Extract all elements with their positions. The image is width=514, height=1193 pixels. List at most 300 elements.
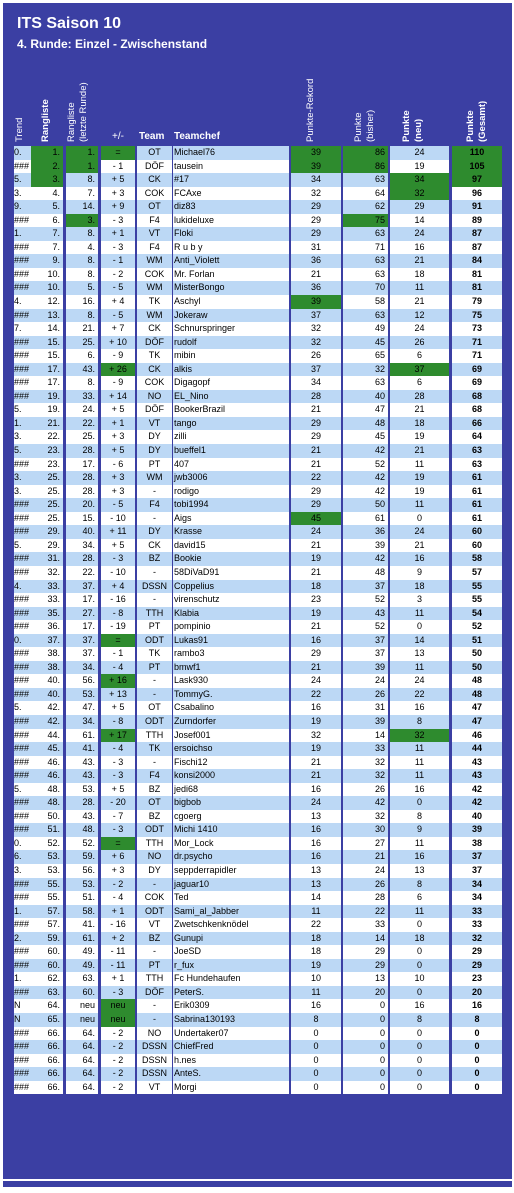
cell-bish: 24 xyxy=(343,864,388,878)
table-row xyxy=(0,1027,514,1041)
cell-bish: 31 xyxy=(343,701,388,715)
cell-neu: 19 xyxy=(390,160,449,174)
cell-team: BZ xyxy=(137,810,172,824)
cell-rank: 40. xyxy=(31,674,63,688)
cell-ges: 89 xyxy=(452,214,502,228)
cell-prev: 8. xyxy=(66,309,98,323)
cell-rank: 38. xyxy=(31,661,63,675)
cell-neu: 10 xyxy=(390,972,449,986)
cell-prev: 17. xyxy=(66,593,98,607)
table-row xyxy=(0,160,514,174)
cell-chef: Fc Hundehaufen xyxy=(173,972,289,986)
cell-diff: - 6 xyxy=(101,458,135,472)
cell-ges: 87 xyxy=(452,227,502,241)
cell-rek: 36 xyxy=(291,254,341,268)
table-row xyxy=(0,336,514,350)
cell-team: - xyxy=(137,999,172,1013)
table-row xyxy=(0,850,514,864)
cell-team: TTH xyxy=(137,837,172,851)
cell-bish: 42 xyxy=(343,444,388,458)
cell-neu: 0 xyxy=(390,796,449,810)
cell-team: - xyxy=(137,566,172,580)
cell-trend: 5. xyxy=(14,444,31,458)
cell-diff: - 11 xyxy=(101,959,135,973)
cell-diff: + 1 xyxy=(101,972,135,986)
cell-neu: 16 xyxy=(390,552,449,566)
cell-neu: 24 xyxy=(390,674,449,688)
cell-neu: 14 xyxy=(390,634,449,648)
cell-prev: 28. xyxy=(66,552,98,566)
cell-neu: 24 xyxy=(390,525,449,539)
cell-chef: bueffel1 xyxy=(173,444,289,458)
cell-neu: 11 xyxy=(390,905,449,919)
cell-prev: 21. xyxy=(66,322,98,336)
cell-rank: 31. xyxy=(31,552,63,566)
cell-trend: ### xyxy=(14,1054,31,1068)
cell-rank: 25. xyxy=(31,471,63,485)
cell-chef: TommyG. xyxy=(173,688,289,702)
cell-bish: 0 xyxy=(343,1054,388,1068)
table-row xyxy=(0,214,514,228)
cell-team: DY xyxy=(137,525,172,539)
cell-team: ODT xyxy=(137,823,172,837)
cell-diff: - 2 xyxy=(101,878,135,892)
table-row xyxy=(0,999,514,1013)
cell-chef: david15 xyxy=(173,539,289,553)
cell-chef: dr.psycho xyxy=(173,850,289,864)
cell-team: F4 xyxy=(137,241,172,255)
cell-chef: Undertaker07 xyxy=(173,1027,289,1041)
cell-diff: + 26 xyxy=(101,363,135,377)
cell-prev: 34. xyxy=(66,539,98,553)
cell-chef: bigbob xyxy=(173,796,289,810)
table-row xyxy=(0,525,514,539)
cell-bish: 28 xyxy=(343,891,388,905)
cell-chef: #17 xyxy=(173,173,289,187)
cell-rek: 16 xyxy=(291,634,341,648)
cell-diff: + 3 xyxy=(101,485,135,499)
cell-neu: 0 xyxy=(390,959,449,973)
cell-trend: 1. xyxy=(14,905,31,919)
cell-bish: 42 xyxy=(343,485,388,499)
table-row xyxy=(0,715,514,729)
cell-bish: 0 xyxy=(343,1013,388,1027)
cell-prev: 64. xyxy=(66,1040,98,1054)
table-row xyxy=(0,959,514,973)
cell-bish: 70 xyxy=(343,281,388,295)
cell-prev: 8. xyxy=(66,376,98,390)
cell-bish: 58 xyxy=(343,295,388,309)
cell-trend: ### xyxy=(14,1040,31,1054)
cell-trend: 3. xyxy=(14,471,31,485)
table-row xyxy=(0,1013,514,1027)
cell-trend: ### xyxy=(14,241,31,255)
cell-neu: 0 xyxy=(390,1040,449,1054)
cell-chef: AnteS. xyxy=(173,1067,289,1081)
cell-prev: 22. xyxy=(66,566,98,580)
cell-prev: 48. xyxy=(66,823,98,837)
cell-team: WM xyxy=(137,309,172,323)
cell-team: TTH xyxy=(137,972,172,986)
cell-team: - xyxy=(137,688,172,702)
cell-rek: 16 xyxy=(291,999,341,1013)
cell-team: PT xyxy=(137,620,172,634)
cell-chef: tango xyxy=(173,417,289,431)
cell-rank: 55. xyxy=(31,891,63,905)
cell-neu: 21 xyxy=(390,539,449,553)
table-row xyxy=(0,674,514,688)
cell-rek: 28 xyxy=(291,390,341,404)
cell-team: OT xyxy=(137,701,172,715)
cell-neu: 24 xyxy=(390,227,449,241)
cell-team: - xyxy=(137,945,172,959)
cell-diff: - 1 xyxy=(101,647,135,661)
cell-trend: ### xyxy=(14,566,31,580)
cell-rek: 16 xyxy=(291,850,341,864)
cell-team: DSSN xyxy=(137,1054,172,1068)
cell-bish: 0 xyxy=(343,1081,388,1095)
table-row xyxy=(0,688,514,702)
cell-rank: 23. xyxy=(31,444,63,458)
cell-team: COK xyxy=(137,268,172,282)
cell-ges: 34 xyxy=(452,878,502,892)
table-row xyxy=(0,281,514,295)
cell-neu: 16 xyxy=(390,783,449,797)
cell-rek: 34 xyxy=(291,173,341,187)
cell-rek: 21 xyxy=(291,539,341,553)
cell-prev: 5. xyxy=(66,281,98,295)
cell-bish: 63 xyxy=(343,227,388,241)
header-neu-line2: (neu) xyxy=(413,118,424,142)
cell-rank: 46. xyxy=(31,769,63,783)
cell-chef: ersoichso xyxy=(173,742,289,756)
cell-rek: 18 xyxy=(291,580,341,594)
cell-trend: 2. xyxy=(14,932,31,946)
cell-bish: 39 xyxy=(343,661,388,675)
cell-chef: Fischi12 xyxy=(173,756,289,770)
cell-rek: 29 xyxy=(291,200,341,214)
cell-rank: 66. xyxy=(31,1054,63,1068)
table-row xyxy=(0,878,514,892)
cell-rank: 42. xyxy=(31,701,63,715)
cell-team: DÖF xyxy=(137,986,172,1000)
cell-ges: 61 xyxy=(452,485,502,499)
cell-rek: 13 xyxy=(291,810,341,824)
table-row xyxy=(0,444,514,458)
cell-trend: ### xyxy=(14,512,31,526)
table-row xyxy=(0,620,514,634)
table-row xyxy=(0,363,514,377)
cell-rank: 29. xyxy=(31,539,63,553)
cell-trend: ### xyxy=(14,1027,31,1041)
table-row xyxy=(0,864,514,878)
cell-rank: 60. xyxy=(31,945,63,959)
cell-chef: rodigo xyxy=(173,485,289,499)
cell-prev: 56. xyxy=(66,674,98,688)
cell-rek: 11 xyxy=(291,986,341,1000)
cell-prev: 53. xyxy=(66,878,98,892)
cell-neu: 19 xyxy=(390,430,449,444)
cell-neu: 11 xyxy=(390,607,449,621)
cell-bish: 32 xyxy=(343,810,388,824)
cell-trend: N xyxy=(14,1013,31,1027)
cell-diff: - 7 xyxy=(101,810,135,824)
cell-bish: 50 xyxy=(343,498,388,512)
cell-prev: 8. xyxy=(66,254,98,268)
cell-diff: - 9 xyxy=(101,376,135,390)
cell-neu: 0 xyxy=(390,986,449,1000)
cell-chef: jedi68 xyxy=(173,783,289,797)
cell-neu: 8 xyxy=(390,1013,449,1027)
cell-prev: 20. xyxy=(66,498,98,512)
cell-diff: - 3 xyxy=(101,756,135,770)
cell-team: DÖF xyxy=(137,336,172,350)
cell-chef: Zurndorfer xyxy=(173,715,289,729)
cell-rek: 21 xyxy=(291,620,341,634)
cell-chef: Morgi xyxy=(173,1081,289,1095)
cell-ges: 57 xyxy=(452,566,502,580)
table-row xyxy=(0,932,514,946)
cell-rek: 19 xyxy=(291,715,341,729)
cell-rank: 10. xyxy=(31,281,63,295)
cell-rank: 40. xyxy=(31,688,63,702)
cell-chef: Anti_Violett xyxy=(173,254,289,268)
cell-chef: alkis xyxy=(173,363,289,377)
cell-prev: 34. xyxy=(66,661,98,675)
cell-bish: 30 xyxy=(343,823,388,837)
cell-bish: 29 xyxy=(343,945,388,959)
cell-rek: 36 xyxy=(291,281,341,295)
cell-rek: 18 xyxy=(291,932,341,946)
cell-neu: 19 xyxy=(390,485,449,499)
cell-bish: 32 xyxy=(343,769,388,783)
cell-chef: h.nes xyxy=(173,1054,289,1068)
cell-diff: - 3 xyxy=(101,823,135,837)
cell-ges: 40 xyxy=(452,810,502,824)
cell-chef: Floki xyxy=(173,227,289,241)
cell-neu: 11 xyxy=(390,281,449,295)
cell-trend: ### xyxy=(14,349,31,363)
table-row xyxy=(0,403,514,417)
cell-rek: 39 xyxy=(291,160,341,174)
cell-prev: 33. xyxy=(66,390,98,404)
cell-trend: ### xyxy=(14,796,31,810)
cell-prev: 22. xyxy=(66,417,98,431)
cell-bish: 13 xyxy=(343,972,388,986)
cell-ges: 81 xyxy=(452,281,502,295)
cell-team: OT xyxy=(137,796,172,810)
cell-rank: 12. xyxy=(31,295,63,309)
cell-bish: 42 xyxy=(343,796,388,810)
cell-diff: + 9 xyxy=(101,200,135,214)
cell-bish: 26 xyxy=(343,688,388,702)
cell-prev: 58. xyxy=(66,905,98,919)
cell-bish: 65 xyxy=(343,349,388,363)
cell-trend: 4. xyxy=(14,295,31,309)
cell-ges: 0 xyxy=(452,1040,502,1054)
cell-bish: 37 xyxy=(343,647,388,661)
cell-chef: jwb3006 xyxy=(173,471,289,485)
cell-rank: 52. xyxy=(31,837,63,851)
table-row xyxy=(0,810,514,824)
cell-rank: 14. xyxy=(31,322,63,336)
cell-trend: ### xyxy=(14,390,31,404)
cell-team: - xyxy=(137,674,172,688)
cell-rek: 32 xyxy=(291,336,341,350)
cell-diff: + 5 xyxy=(101,539,135,553)
table-row xyxy=(0,227,514,241)
cell-rek: 0 xyxy=(291,1067,341,1081)
cell-prev: 43. xyxy=(66,363,98,377)
cell-team: - xyxy=(137,485,172,499)
cell-chef: bmwf1 xyxy=(173,661,289,675)
cell-rek: 21 xyxy=(291,268,341,282)
cell-trend: ### xyxy=(14,160,31,174)
cell-prev: 53. xyxy=(66,688,98,702)
table-row xyxy=(0,593,514,607)
cell-rank: 57. xyxy=(31,905,63,919)
cell-bish: 52 xyxy=(343,593,388,607)
cell-diff: + 11 xyxy=(101,525,135,539)
cell-neu: 8 xyxy=(390,810,449,824)
cell-rek: 21 xyxy=(291,403,341,417)
cell-diff: - 5 xyxy=(101,281,135,295)
cell-chef: BookerBrazil xyxy=(173,403,289,417)
table-row xyxy=(0,729,514,743)
cell-ges: 75 xyxy=(452,309,502,323)
cell-prev: 34. xyxy=(66,715,98,729)
cell-ges: 84 xyxy=(452,254,502,268)
cell-team: BZ xyxy=(137,783,172,797)
cell-neu: 3 xyxy=(390,593,449,607)
cell-ges: 44 xyxy=(452,742,502,756)
cell-rank: 15. xyxy=(31,336,63,350)
cell-ges: 48 xyxy=(452,674,502,688)
cell-ges: 0 xyxy=(452,1054,502,1068)
cell-team: - xyxy=(137,756,172,770)
cell-rek: 16 xyxy=(291,837,341,851)
cell-neu: 6 xyxy=(390,349,449,363)
cell-ges: 23 xyxy=(452,972,502,986)
cell-bish: 14 xyxy=(343,729,388,743)
table-row xyxy=(0,417,514,431)
cell-team: COK xyxy=(137,891,172,905)
cell-neu: 13 xyxy=(390,864,449,878)
cell-chef: Josef001 xyxy=(173,729,289,743)
cell-trend: 3. xyxy=(14,864,31,878)
table-row xyxy=(0,349,514,363)
table-row xyxy=(0,661,514,675)
cell-bish: 24 xyxy=(343,674,388,688)
cell-bish: 33 xyxy=(343,918,388,932)
cell-team: PT xyxy=(137,458,172,472)
cell-ges: 68 xyxy=(452,390,502,404)
cell-bish: 48 xyxy=(343,566,388,580)
cell-ges: 37 xyxy=(452,850,502,864)
cell-prev: 49. xyxy=(66,945,98,959)
cell-trend: ### xyxy=(14,1067,31,1081)
cell-team: VT xyxy=(137,227,172,241)
cell-rek: 19 xyxy=(291,607,341,621)
cell-rank: 50. xyxy=(31,810,63,824)
cell-rank: 1. xyxy=(31,146,63,160)
table-row xyxy=(0,972,514,986)
cell-prev: 64. xyxy=(66,1054,98,1068)
cell-rek: 19 xyxy=(291,552,341,566)
table-row xyxy=(0,512,514,526)
cell-team: TTH xyxy=(137,607,172,621)
cell-trend: 0. xyxy=(14,146,31,160)
cell-neu: 16 xyxy=(390,999,449,1013)
cell-chef: pompinio xyxy=(173,620,289,634)
cell-ges: 16 xyxy=(452,999,502,1013)
header-prev-line1: Rangliste xyxy=(66,102,77,142)
table-row xyxy=(0,891,514,905)
cell-ges: 96 xyxy=(452,187,502,201)
cell-bish: 42 xyxy=(343,471,388,485)
cell-neu: 8 xyxy=(390,878,449,892)
cell-diff: + 10 xyxy=(101,336,135,350)
cell-neu: 11 xyxy=(390,458,449,472)
cell-team: - xyxy=(137,1013,172,1027)
cell-trend: ### xyxy=(14,959,31,973)
cell-chef: konsi2000 xyxy=(173,769,289,783)
cell-trend: 3. xyxy=(14,430,31,444)
cell-rek: 29 xyxy=(291,227,341,241)
cell-team: COK xyxy=(137,376,172,390)
cell-prev: 59. xyxy=(66,850,98,864)
cell-rek: 29 xyxy=(291,430,341,444)
table-row xyxy=(0,200,514,214)
cell-chef: Digagopf xyxy=(173,376,289,390)
cell-diff: - 5 xyxy=(101,498,135,512)
cell-chef: tobi1994 xyxy=(173,498,289,512)
cell-ges: 64 xyxy=(452,430,502,444)
cell-neu: 0 xyxy=(390,1067,449,1081)
cell-ges: 55 xyxy=(452,580,502,594)
cell-trend: ### xyxy=(14,661,31,675)
table-row xyxy=(0,173,514,187)
cell-chef: Coppelius xyxy=(173,580,289,594)
cell-neu: 11 xyxy=(390,498,449,512)
cell-neu: 21 xyxy=(390,295,449,309)
cell-rek: 21 xyxy=(291,444,341,458)
cell-ges: 33 xyxy=(452,918,502,932)
cell-bish: 48 xyxy=(343,417,388,431)
cell-rank: 66. xyxy=(31,1027,63,1041)
cell-ges: 69 xyxy=(452,363,502,377)
cell-rek: 16 xyxy=(291,783,341,797)
cell-trend: 1. xyxy=(14,417,31,431)
cell-chef: Klabia xyxy=(173,607,289,621)
cell-rek: 18 xyxy=(291,945,341,959)
cell-rank: 42. xyxy=(31,715,63,729)
cell-neu: 16 xyxy=(390,241,449,255)
cell-team: OT xyxy=(137,200,172,214)
cell-rank: 59. xyxy=(31,932,63,946)
cell-diff: - 1 xyxy=(101,254,135,268)
cell-chef: Bookie xyxy=(173,552,289,566)
cell-rank: 6. xyxy=(31,214,63,228)
cell-rank: 25. xyxy=(31,498,63,512)
cell-ges: 20 xyxy=(452,986,502,1000)
cell-neu: 32 xyxy=(390,729,449,743)
cell-chef: rambo3 xyxy=(173,647,289,661)
cell-ges: 43 xyxy=(452,756,502,770)
cell-diff: + 3 xyxy=(101,864,135,878)
cell-neu: 0 xyxy=(390,1081,449,1095)
table-row xyxy=(0,552,514,566)
